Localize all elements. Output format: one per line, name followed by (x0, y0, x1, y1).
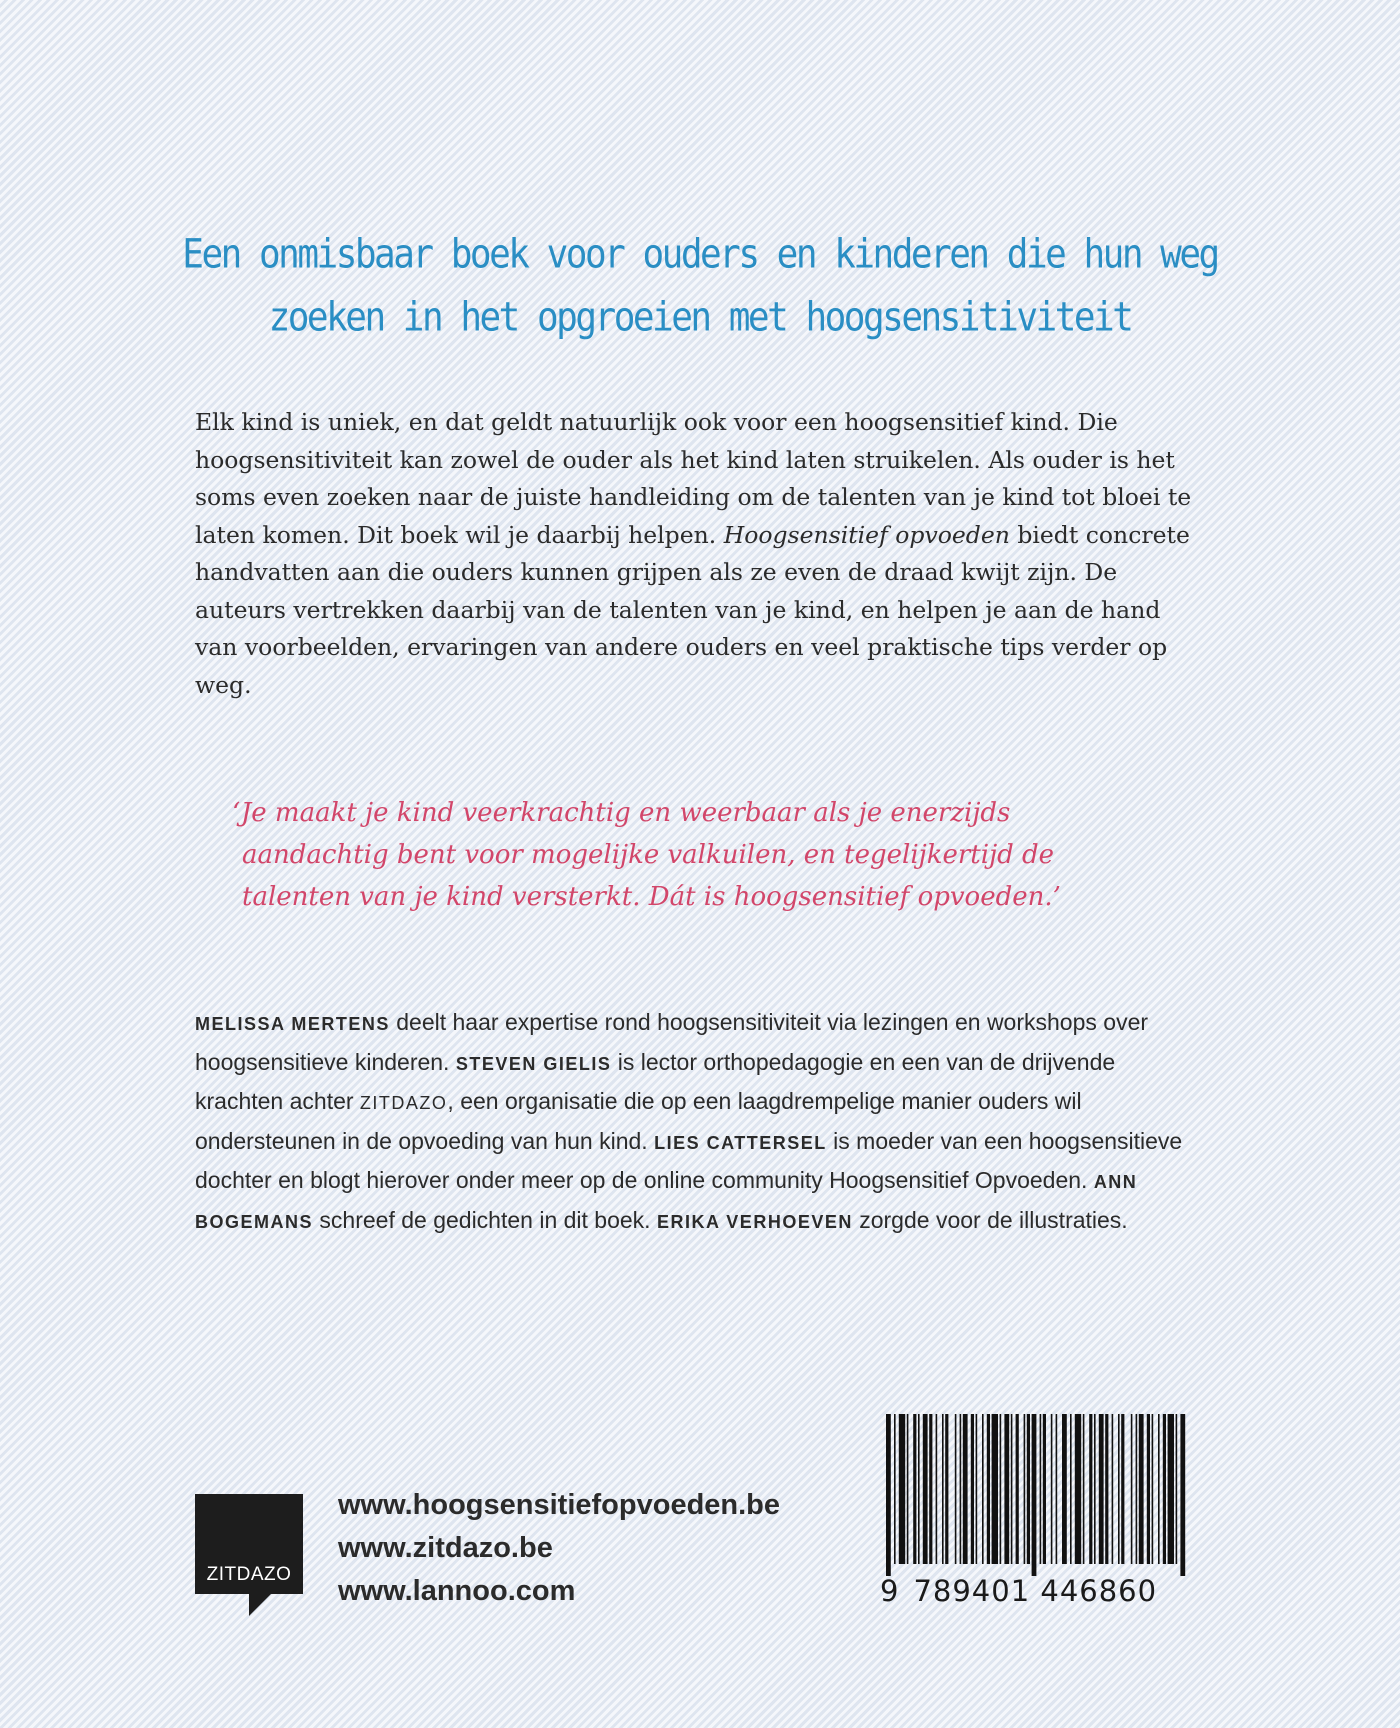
isbn-number (880, 1574, 1190, 1608)
barcode-bar (1118, 1414, 1120, 1564)
barcode-bar (963, 1414, 968, 1564)
barcode-bar (955, 1414, 957, 1564)
authors-text-4: is moeder van een hoogsensitieve dochter en blogt hierover onder meer op de online community Hoogsensitief Opvoeden. (195, 1127, 1183, 1193)
barcode-bar (1032, 1414, 1037, 1576)
isbn-first-digit: 9 (880, 1574, 900, 1608)
barcode-bar (1099, 1414, 1104, 1564)
barcode-bar (1168, 1414, 1174, 1564)
barcode-bar (1105, 1414, 1108, 1564)
barcode-bar (1136, 1414, 1138, 1564)
book-title-italic: Hoogsensitief opvoeden (723, 520, 1010, 549)
barcode-bar (1158, 1414, 1160, 1564)
zitdazo-logo (195, 1494, 303, 1594)
barcode-bar (1043, 1414, 1046, 1564)
barcode-bar (1016, 1414, 1019, 1564)
barcode-bar (1083, 1414, 1085, 1564)
barcode-bar (1147, 1414, 1150, 1564)
link-zitdazo[interactable]: www.zitdazo.be (338, 1532, 553, 1564)
barcode-bar (1180, 1414, 1185, 1576)
barcode-bar (894, 1414, 896, 1564)
quote-line-3: talenten van je kind versterkt. Dát is hoogsensitief opvoeden.’ (242, 882, 1061, 912)
website-links (338, 1484, 780, 1613)
barcode-bar (945, 1414, 948, 1564)
description-paragraph (195, 404, 1205, 704)
author-name-steven-gielis: STEVEN GIELIS (455, 1053, 612, 1074)
barcode-bar (1075, 1414, 1081, 1564)
barcode-bar (1004, 1414, 1009, 1564)
barcode-bar (886, 1414, 891, 1576)
barcode-bar (982, 1414, 984, 1564)
barcode-bar (1152, 1414, 1154, 1564)
authors-paragraph (195, 1004, 1205, 1241)
barcode-bar (1121, 1414, 1124, 1564)
barcode-bar (1000, 1414, 1002, 1564)
description-part-2: biedt concrete handvatten aan die ouders kunnen grijpen als ze even de draad kwijt zijn. De auteurs vertrekken daarbij van de talenten van je kind, en helpen je aan de hand van voorbeelden, ervaringen van andere ouders en veel praktische tips verder op weg. (195, 520, 1190, 699)
author-name-lies-cattersel: LIES CATTERSEL (654, 1132, 827, 1153)
quote-line-1: ‘Je maakt je kind veerkrachtig en weerbaar als je enerzijds (232, 798, 1011, 828)
barcode-bars (880, 1414, 1190, 1576)
barcode-bar (976, 1414, 978, 1564)
barcode-bar (992, 1414, 998, 1564)
barcode-bar (1040, 1414, 1042, 1564)
barcode-bar (1176, 1414, 1178, 1564)
barcode-bar (918, 1414, 920, 1564)
barcode-bar (1062, 1414, 1067, 1564)
barcode-bar (1056, 1414, 1058, 1564)
author-name-erika-verhoeven: ERIKA VERHOEVEN (656, 1211, 853, 1232)
barcode-bar (1011, 1414, 1013, 1564)
author-name-ann-bogemans: ANN BOGEMANS (195, 1172, 1138, 1232)
barcode-bar (942, 1414, 944, 1564)
quote-line-2: aandachtig bent voor mogelijke valkuilen, en tegelijkertijd de (242, 840, 1055, 870)
isbn-digits: 789401 446860 (913, 1574, 1158, 1608)
authors-text-3: , een organisatie die op een laagdrempelige manier ouders wil ondersteunen in de opvoeding van hun kind. (195, 1088, 1082, 1154)
authors-text-6: zorgde voor de illustraties. (852, 1206, 1128, 1233)
pull-quote (232, 792, 1192, 918)
barcode-bar (899, 1414, 905, 1564)
barcode-bar (1163, 1414, 1166, 1564)
barcode-bar (907, 1414, 909, 1564)
authors-text-5: schreef de gedichten in dit boek. (313, 1206, 657, 1233)
barcode-bar (929, 1414, 932, 1564)
headline-line-2: zoeken in het opgroeien met hoogsensitiviteit (268, 294, 1132, 341)
barcode-bar (960, 1414, 962, 1564)
barcode-bar (1070, 1414, 1072, 1564)
barcode-bar (1112, 1414, 1114, 1564)
logo-text: ZITDAZO (206, 1564, 292, 1585)
barcode-bar (1027, 1414, 1030, 1564)
description-part-1: Elk kind is uniek, en dat geldt natuurlijk ook voor een hoogsensitief kind. Die hoogsensitiviteit kan zowel de ouder als het kind laten struikelen. Als ouder is het soms even zoeken naar de juiste handleiding om de talenten van je kind tot bloei te laten komen. Dit boek wil je daarbij helpen. (195, 408, 1192, 549)
organisation-name: ZITDAZO (359, 1093, 448, 1113)
barcode-bar (923, 1414, 928, 1564)
barcode-bar (1024, 1414, 1026, 1564)
barcode-bar (987, 1414, 990, 1564)
authors-text-1: deelt haar expertise rond hoogsensitiviteit via lezingen en workshops over hoogsensitieve kinderen. (195, 1009, 1149, 1075)
barcode-bar (913, 1414, 916, 1564)
headline-line-1: Een onmisbaar boek voor ouders en kinderen die hun weg (182, 231, 1218, 278)
barcode-bar (1089, 1414, 1092, 1564)
authors-text-2: is lector orthopedagogie en een van de drijvende krachten achter (195, 1048, 1116, 1114)
barcode-bar (971, 1414, 974, 1564)
author-name-melissa-mertens: MELISSA MERTENS (195, 1014, 390, 1034)
barcode-bar (936, 1414, 938, 1564)
barcode-bar (1139, 1414, 1144, 1564)
link-hoogsensitiefopvoeden[interactable]: www.hoogsensitiefopvoeden.be (338, 1489, 781, 1521)
link-lannoo[interactable]: www.lannoo.com (338, 1575, 576, 1607)
barcode-bar (1094, 1414, 1096, 1564)
barcode-bar (1131, 1414, 1133, 1564)
barcode-bar (1051, 1414, 1053, 1564)
headline (150, 224, 1250, 349)
